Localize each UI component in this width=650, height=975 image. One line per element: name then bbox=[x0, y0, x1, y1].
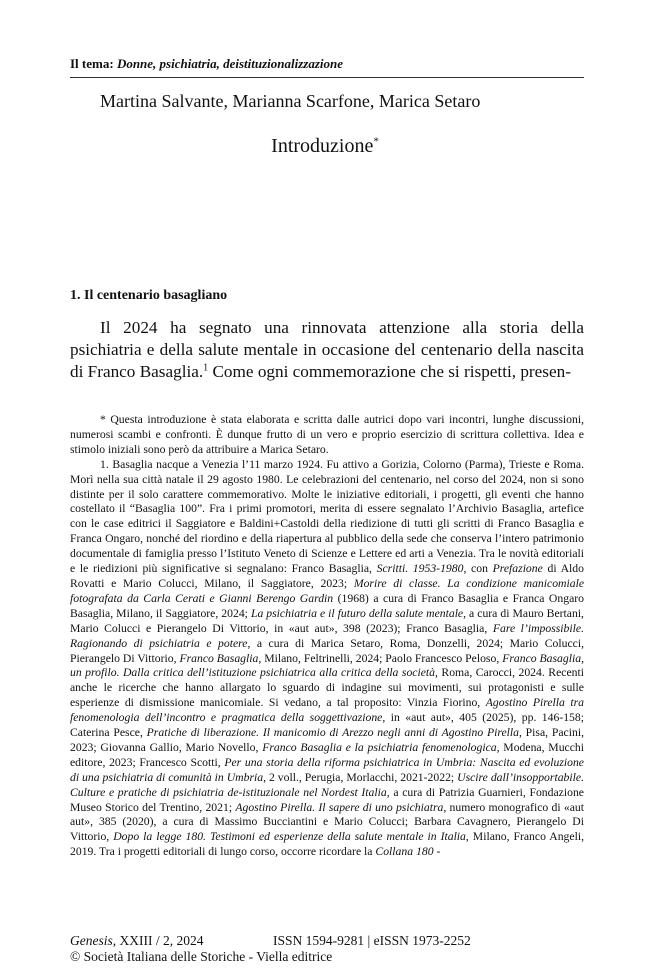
footnote-1-title: Franco Basaglia, un profilo. Dalla critica dell’istituzione psichiatrica alla critica della società bbox=[70, 651, 584, 680]
authors: Martina Salvante, Marianna Scarfone, Marica Setaro bbox=[100, 91, 481, 111]
body-paragraph bbox=[70, 317, 584, 383]
body-text: Il 2024 ha segnato una rinnovata attenzione alla storia della psichiatria e della salute mentale in occasione del centenario della nascita di Franco Basaglia. bbox=[70, 318, 584, 381]
body-text-continued: Come ogni commemorazione che si rispetti, presen- bbox=[208, 362, 571, 381]
footnote-1-title: Franco Basaglia e la psichiatria fenomenologica bbox=[262, 740, 497, 754]
footnote-1-text: , numero monografico di «aut aut», 385 (2020), a cura di Massimo Bucciantini e Mario Colucci; Barbara Cavagnero, Pierangelo Di Vittorio, bbox=[70, 800, 584, 844]
header-theme: Donne, psichiatria, deistituzionalizzazione bbox=[116, 56, 344, 71]
footnote-1-title: Fare l’impossibile. Ragionando di psichiatria e potere bbox=[70, 621, 584, 650]
footnote-1-title: Scritti. 1953-1980 bbox=[376, 562, 464, 576]
footnote-1-text: , Milano, Feltrinelli, 2024; Paolo Francesco Peloso, bbox=[258, 651, 503, 665]
header-rule bbox=[70, 77, 584, 78]
footnote-1 bbox=[70, 458, 584, 860]
footnote-1-title: Collana 180 - bbox=[375, 845, 441, 859]
title-text: Introduzione bbox=[271, 135, 374, 157]
section-heading: 1. Il centenario basagliano bbox=[70, 288, 228, 303]
footnote-star: * Questa introduzione è stata elaborata e scritta dalle autrici dopo vari incontri, lunghe discussioni, numerosi scambi e confronti. È dunque frutto di un vero e proprio esercizio di scrittura collettiva. Idea e stimolo iniziali sono però da attribuire a Marica Setaro. bbox=[70, 413, 584, 456]
copyright: © Società Italiana delle Storiche - Viella editrice bbox=[70, 949, 333, 964]
page-footer bbox=[70, 933, 471, 965]
header-label: Il tema: bbox=[70, 56, 114, 71]
footnote-1-text: , in «aut aut», 405 (2025), pp. 146-158; Caterina Pesce, bbox=[70, 711, 584, 740]
article-title bbox=[0, 135, 650, 158]
footnote-1-title: Morire di classe. La condizione manicomiale fotografata da Carla Cerati e Gianni Berengo Gardin bbox=[70, 576, 585, 605]
footnote-1-text: , con bbox=[463, 562, 493, 576]
footnote-1-text: , Modena, Mucchi editore, 2023; Francesco Scotti, bbox=[70, 740, 584, 769]
footnote-1-text: , 2 voll., Perugia, Morlacchi, 2021-2022; bbox=[263, 770, 458, 784]
footnote-1-title: Uscire dall’insopportabile. Culture e pratiche di psichiatria de-istituzionale nel Nordest Italia bbox=[70, 770, 584, 799]
footnote-1-text: , Pisa, Pacini, 2023; Giovanna Gallio, Mario Novello, bbox=[70, 726, 584, 754]
journal-issue: , XXIII / 2, 2024 bbox=[112, 933, 204, 948]
footnote-1-text: di Aldo Rovatti e Mario Colucci, Milano, il Saggiatore, 2023; bbox=[70, 562, 584, 590]
footnote-1-text: , Roma, Carocci, 2024. Recenti anche le ricerche che hanno allargato lo sguardo di indagine sui movimenti, sui protagonisti e sulle esperienze di dismissione manicomiale. Si vedano, a tal proposito: Vinzia Fiorino, bbox=[70, 666, 584, 710]
journal-name: Genesis bbox=[70, 933, 113, 948]
footnote-1-text: , a cura di Marica Setaro, Roma, Donzelli, 2024; Mario Colucci, Pierangelo Di Vittorio, bbox=[70, 636, 584, 665]
running-header bbox=[70, 56, 584, 72]
title-footnote-mark[interactable]: * bbox=[373, 135, 379, 148]
footnote-1-text: 1. Basaglia nacque a Venezia l’11 marzo 1924. Fu attivo a Gorizia, Colorno (Parma), Trieste e Roma. Morì nella sua città natale il 29 agosto 1980. Le celebrazioni del centenario, nel corso del 2024, non si sono distinte per il solo carattere commemorativo. Molte le iniziative editoriali, i progetti, gli eventi che hanno costellato il “Basaglia 100”. Fra i primi promotori, merita di essere segnalato l’Archivio Basaglia, artefice con le case editrici il Saggiatore e Baldini+Castoldi della riedizione di tutti gli scritti di Franco Basaglia e Franca Ongaro, nonché del riordino e della riapertura al pubblico della sede che conserva l’intero patrimonio documentale di famiglia presso l’Istituto Veneto di Scienze e Lettere ed arti a Venezia. Tra le novità editoriali e le riedizioni più significative si segnalano: Franco Basaglia, bbox=[70, 457, 584, 576]
footnote-ref-1[interactable]: 1 bbox=[203, 362, 209, 374]
footnote-1-title: Agostino Pirella tra fenomenologia dell’incontro e pragmatica della soggettivazione bbox=[70, 696, 584, 725]
footnote-1-title: Per una storia della riforma psichiatrica in Umbria: Nascita ed evoluzione di una psichiatria di comunità in Umbria bbox=[70, 755, 584, 784]
issn: ISSN 1594-9281 | eISSN 1973-2252 bbox=[273, 933, 471, 948]
footnote-1-text: (1968) a cura di Franco Basaglia e Franca Ongaro Basaglia, Milano, il Saggiatore, 2024; bbox=[70, 591, 584, 620]
footnote-1-title: Prefazione bbox=[492, 562, 543, 576]
footnote-1-text: , a cura di Patrizia Guarnieri, Fondazione Museo Storico del Trentino, 2021; bbox=[70, 785, 584, 814]
footnote-1-text: , Milano, Franco Angeli, 2019. Tra i progetti editoriali di lungo corso, occorre ricordare la bbox=[70, 830, 584, 859]
footnote-1-text: , a cura di Mauro Bertani, Mario Colucci e Pierangelo Di Vittorio, in «aut aut», 398 (2023); Franco Basaglia, bbox=[70, 606, 584, 635]
footnote-1-title: Agostino Pirella. Il sapere di uno psichiatra bbox=[235, 800, 444, 814]
footnote-1-title: Dopo la legge 180. Testimoni ed esperienze della salute mentale in Italia bbox=[113, 830, 466, 844]
footnote-1-title: Franco Basaglia bbox=[179, 651, 259, 665]
footnotes bbox=[70, 413, 584, 860]
footnote-1-title: La psichiatria e il futuro della salute mentale bbox=[250, 606, 464, 620]
footnote-1-title: Pratiche di liberazione. Il manicomio di Arezzo negli anni di Agostino Pirella bbox=[146, 726, 519, 740]
